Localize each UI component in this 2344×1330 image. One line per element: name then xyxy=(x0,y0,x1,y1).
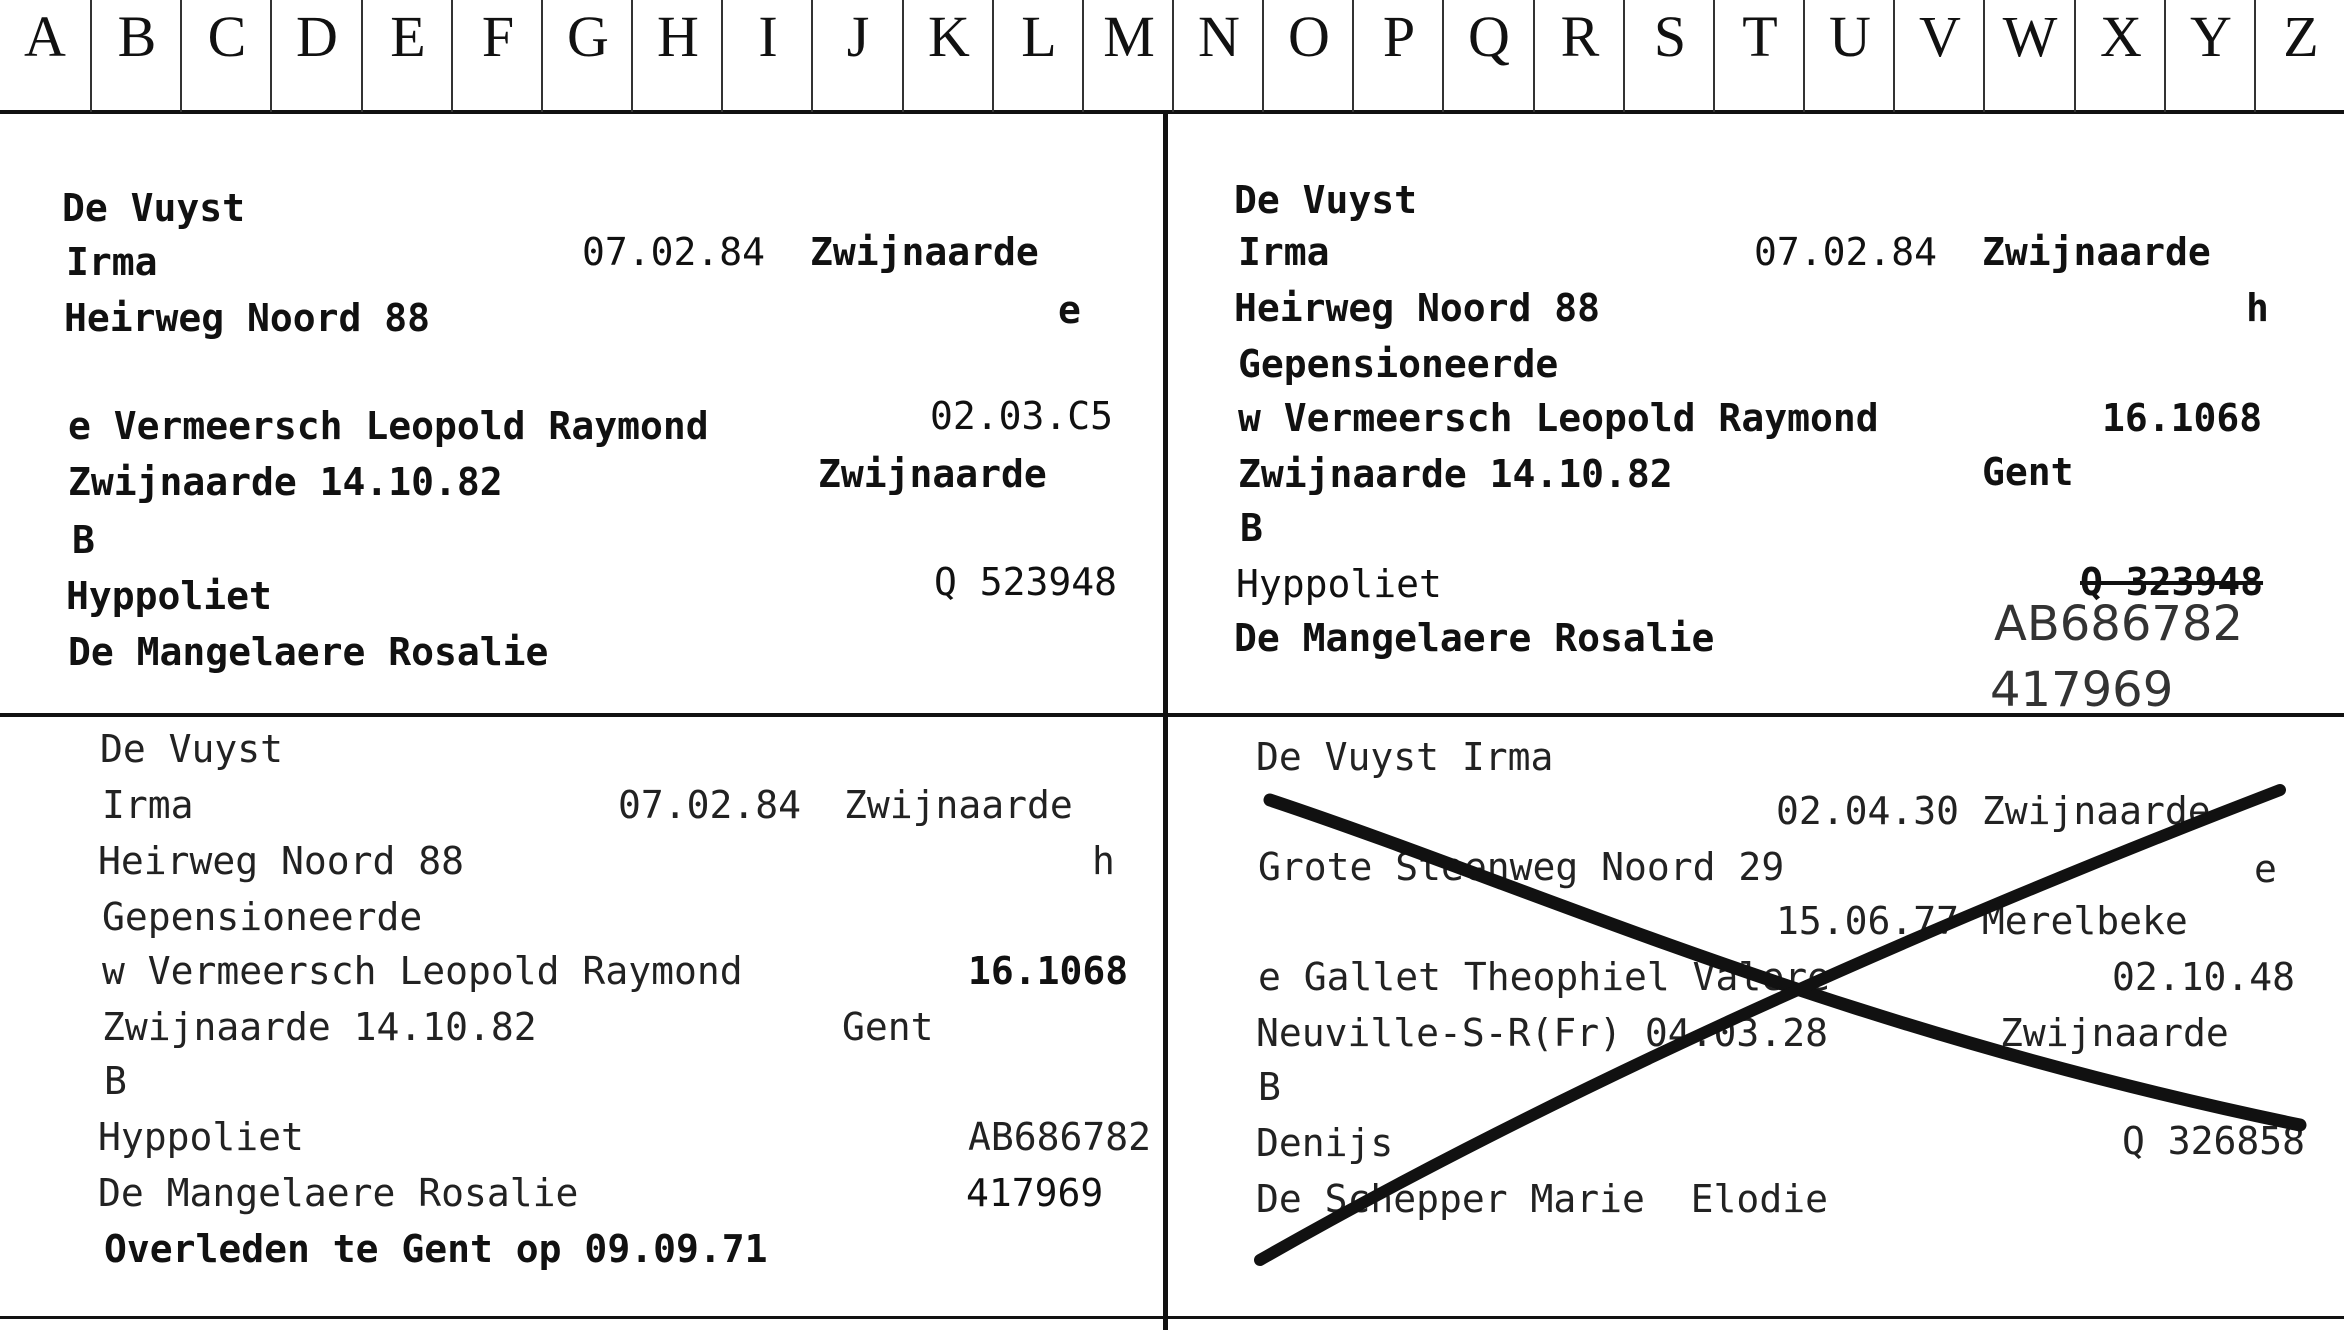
alphabet-index-strip xyxy=(0,0,2344,114)
card-birth-date: 07.02.84 xyxy=(582,230,766,274)
card-spouse-place: Zwijnaarde xyxy=(818,452,1047,496)
alphabet-letter-v: V xyxy=(1893,0,1985,112)
alphabet-letter-q: Q xyxy=(1442,0,1534,112)
alphabet-letter-w: W xyxy=(1983,0,2075,112)
card-spouse-place: Gent xyxy=(1982,450,2074,494)
card-spouse-date: 02.03.C5 xyxy=(930,394,1114,438)
card-father: Hyppoliet xyxy=(98,1115,304,1159)
alphabet-letter-b: B xyxy=(90,0,182,112)
card-birth-place: Zwijnaarde xyxy=(1982,230,2211,274)
card-status: B xyxy=(1240,506,1263,550)
card-first-name: Irma xyxy=(66,240,158,284)
card-address: Grote Steenweg Noord 29 xyxy=(1258,845,1785,889)
card-name: De Vuyst Irma xyxy=(1256,735,1554,779)
card-first-name: Irma xyxy=(1238,230,1330,274)
alphabet-letter-e: E xyxy=(361,0,453,112)
card-spouse: w Vermeersch Leopold Raymond xyxy=(102,949,743,993)
card-surname: De Vuyst xyxy=(62,186,246,230)
card-spouse-date: 16.1068 xyxy=(968,949,1129,993)
card-mother: De Mangelaere Rosalie xyxy=(68,630,549,674)
card-address: Heirweg Noord 88 xyxy=(64,296,431,340)
card-surname: De Vuyst xyxy=(1234,178,1418,222)
card-spouse-place: Gent xyxy=(842,1005,934,1049)
card-bottom-right xyxy=(1168,717,2344,1316)
alphabet-letter-g: G xyxy=(541,0,633,112)
card-first-name: Irma xyxy=(102,783,194,827)
alphabet-letter-d: D xyxy=(270,0,362,112)
card-address: Heirweg Noord 88 xyxy=(98,839,465,883)
card-moved: 15.06.77 Merelbeke xyxy=(1776,899,2188,943)
card-mark: h xyxy=(1092,839,1115,883)
card-mother: De Schepper Marie Elodie xyxy=(1256,1177,1828,1221)
card-spouse: e Vermeersch Leopold Raymond xyxy=(68,404,709,448)
card-top-left xyxy=(0,114,1163,713)
alphabet-letter-k: K xyxy=(902,0,994,112)
card-mark: e xyxy=(1058,288,1081,332)
alphabet-letter-r: R xyxy=(1533,0,1625,112)
card-surname: De Vuyst xyxy=(100,727,284,771)
card-top-right xyxy=(1168,114,2344,718)
card-birth-date: 07.02.84 xyxy=(1754,230,1938,274)
card-status: B xyxy=(1258,1065,1281,1109)
card-spouse: e Gallet Theophiel Valere xyxy=(1258,955,1830,999)
card-marriage: Zwijnaarde 14.10.82 xyxy=(102,1005,537,1049)
card-spouse-place: Zwijnaarde xyxy=(2000,1011,2229,1055)
alphabet-letter-c: C xyxy=(180,0,272,112)
card-spouse: w Vermeersch Leopold Raymond xyxy=(1238,396,1879,440)
alphabet-letter-l: L xyxy=(992,0,1084,112)
card-mother: De Mangelaere Rosalie xyxy=(98,1171,579,1215)
alphabet-letter-n: N xyxy=(1172,0,1264,112)
card-id-number-extra: 417969 xyxy=(966,1171,1104,1215)
card-status: B xyxy=(104,1059,127,1103)
card-address: Heirweg Noord 88 xyxy=(1234,286,1601,330)
alphabet-letter-i: I xyxy=(721,0,813,112)
card-birth-date: 07.02.84 xyxy=(618,783,802,827)
alphabet-letter-z: Z xyxy=(2254,0,2344,112)
card-id-number: AB686782 xyxy=(968,1115,1152,1159)
card-marriage: Neuville-S-R(Fr) 04.03.28 xyxy=(1256,1011,1828,1055)
alphabet-letter-o: O xyxy=(1262,0,1354,112)
card-death-note: Overleden te Gent op 09.09.71 xyxy=(104,1227,768,1271)
card-spouse-date: 16.1068 xyxy=(2102,396,2263,440)
card-id-number-handwritten: AB686782 xyxy=(1994,596,2243,652)
card-birth-place: Zwijnaarde xyxy=(810,230,1039,274)
card-mark: h xyxy=(2246,286,2269,330)
alphabet-letter-y: Y xyxy=(2164,0,2256,112)
card-father: Denijs xyxy=(1256,1121,1394,1165)
card-occupation: Gepensioneerde xyxy=(102,895,423,939)
alphabet-letter-h: H xyxy=(631,0,723,112)
alphabet-letter-u: U xyxy=(1803,0,1895,112)
card-id-number: Q 326858 xyxy=(2122,1119,2306,1163)
card-marriage: Zwijnaarde 14.10.82 xyxy=(1238,452,1673,496)
alphabet-letter-a: A xyxy=(24,4,66,69)
card-id-number-extra: 417969 xyxy=(1990,662,2174,718)
card-father: Hyppoliet xyxy=(66,574,272,618)
card-mother: De Mangelaere Rosalie xyxy=(1234,616,1715,660)
card-birth-place: Zwijnaarde xyxy=(844,783,1073,827)
card-id-number: Q 523948 xyxy=(934,560,1118,604)
card-bottom-left xyxy=(0,717,1163,1316)
alphabet-letter-t: T xyxy=(1713,0,1805,112)
alphabet-letter-s: S xyxy=(1623,0,1715,112)
card-father: Hyppoliet xyxy=(1236,562,1442,606)
alphabet-letter-m: M xyxy=(1082,0,1174,112)
card-divider-bottom xyxy=(0,1316,2344,1319)
card-spouse-date: 02.10.48 xyxy=(2112,955,2296,999)
card-marriage: Zwijnaarde 14.10.82 xyxy=(68,460,503,504)
alphabet-letter-p: P xyxy=(1352,0,1444,112)
alphabet-letter-f: F xyxy=(451,0,543,112)
alphabet-letter-x: X xyxy=(2074,0,2166,112)
card-mark: e xyxy=(2254,847,2277,891)
alphabet-letter-j: J xyxy=(811,0,903,112)
card-status: B xyxy=(72,518,95,562)
card-birth: 02.04.30 Zwijnaarde xyxy=(1776,789,2211,833)
card-occupation: Gepensioneerde xyxy=(1238,342,1559,386)
card-id-number-crossed-out: Q 323948 xyxy=(2080,560,2264,604)
